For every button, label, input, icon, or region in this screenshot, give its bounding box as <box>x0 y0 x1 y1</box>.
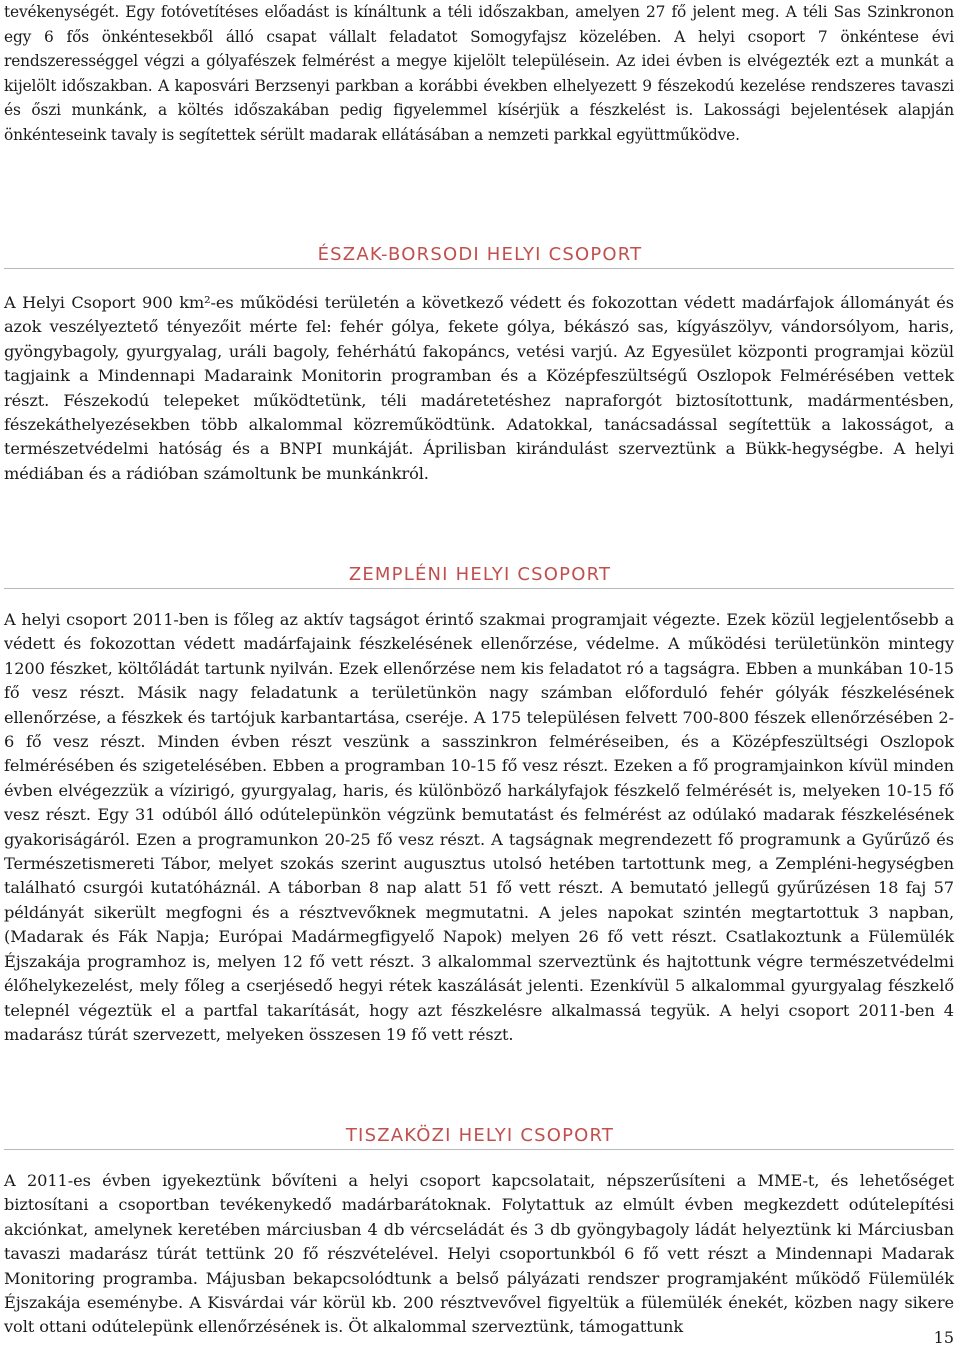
intro-paragraph: tevékenységét. Egy fotóvetítéses előadást is kínáltunk a téli időszakban, amelyen 27 fő jelent meg. A téli Sas Szinkronon egy 6 fős önkéntesekből álló csapat vállalt feladatot Somogyfajsz közelében. A helyi csoport 7 önkéntese évi rendszerességgel végzi a gólyafészek felmérést a megye kijelölt településein. Az idei évben is elvégezték ezt a munkát a kijelölt időszakban. A kaposvári Berzsenyi parkban a korábbi években elhelyezett 9 fészekodú kezelése rendszeres tavaszi és őszi munkánk, a költés időszakában pedig figyelemmel kísérjük a fészkelést is. Lakossági bejelentések alapján önkénteseink tavaly is segítettek sérült madarak ellátásában a nemzeti parkkal együttműködve. <box>4 3 954 144</box>
section-body-tiszakozi: A 2011-es évben igyekeztünk bővíteni a helyi csoport kapcsolatait, népszerűsíteni a MME-t, és lehetőséget biztosítani a csoportban tevékenykedő madárbarátoknak. Folytattuk az elmúlt évben megkezdett odútelepítési akciónkat, amelynek keretében márciusban 4 db vércseládát és 3 db gyöngybagoly ládát helyeztünk ki Márciusban tavaszi madarász túrát tettünk 20 fő részvételével. Helyi csoportunkból 6 fő vett részt a Mindennapi Madarak Monitoring programba. Májusban bekapcsolódtunk a belső pályázati rendszer programjaként működő Fülemülék Éjszakája eseménybe. A Kisvárdai vár körül kb. 200 résztvevővel figyeltük a fülemülék énekét, közben nagy sikere volt ottani odútelepünk ellenőrzésének is. Öt alkalommal szerveztünk, támogattunk <box>4 1171 954 1337</box>
section-divider <box>4 268 954 269</box>
section-body-zempleni: A helyi csoport 2011-ben is főleg az aktív tagságot érintő szakmai programjait végezte. Ezek közül legjelentősebb a védett és fokozottan védett madárfajaink fészkelésének ellenőrzése, védelme. A működési területünkön mintegy 1200 fészket, költőládát tartunk nyilván. Ezek ellenőrzése nem kis feladatot ró a tagságra. Ebben a munkában 10-15 fő vesz részt. Másik nagy feladatunk a területünkön nagy számban előforduló fehér gólyák fészkelésének ellenőrzése, a fészkek és tartójuk karbantartása, cseréje. A 175 településen felvett 700-800 fészek ellenőrzésében 2-6 fő vesz részt. Minden évben részt veszünk a sasszinkron felméréseiben, és a Középfeszültségi Oszlopok felmérésében és szigetelésében. Ebben a programban 10-15 fő vesz részt. Ezeken a fő programjainkon kívül minden évben elvégezzük a vízirigó, gyurgyalag, haris, és különböző harkályfajok fészkelő felmérését is, melyeken 10-15 fő vesz részt. Egy 31 odúból álló odútelepünkön végzünk bemutatást és felmérést az odúlakó madarak fészkelésének gyakoriságáról. Ezen a programunkon 20-25 fő vesz részt. A tagságnak megrendezett fő programunk a Gyűrűző és Természetismereti Tábor, melyet szokás szerint augusztus utolsó hetében tartottunk meg, a Zempléni-hegységben található csurgói kutatóháznál. A táborban 8 nap alatt 51 fő vett részt. A bemutató jellegű gyűrűzésen 18 faj 57 példányát sikerült megfogni és a résztvevőknek megmutatni. A jeles napokat szintén megtartottuk 3 napban, (Madarak és Fák Napja; Európai Madármegfigyelő Napok) melyen 26 fő vett részt. Csatlakoztunk a Fülemülék Éjszakája programhoz is, melyen 12 fő vett részt. 3 alkalommal szerveztünk és hajtottunk végre természetvédelmi élőhelykezelést, mely főleg a cserjésedő hegyi rétek kaszálását jelenti. Ezenkívül 5 alkalommal gyurgyalag fészkelő telepnél végeztük el a partfal takarítását, hogy azt fészkelésre alkalmassá tegyük. A helyi csoport 2011-ben 4 madarász túrát szervezett, melyeken összesen 19 fő vett részt. <box>4 610 954 1044</box>
section-divider <box>4 588 954 589</box>
page-number: 15 <box>933 1328 954 1347</box>
section-heading-tiszakozi: TISZAKÖZI HELYI CSOPORT <box>345 1125 615 1146</box>
section-heading-eszak-borsod: ÉSZAK-BORSODI HELYI CSOPORT <box>317 244 643 265</box>
section-body-eszak-borsod: A Helyi Csoport 900 km²-es működési területén a következő védett és fokozottan védett madárfajok állományát és azok veszélyeztető tényezőit mérte fel: fehér gólya, fekete gólya, békászó sas, kígyászölyv, vándorsólyom, haris, gyöngybagoly, gyurgyalag, uráli bagoly, fehérhátú fakopáncs, vetési varjú. Az Egyesület központi programjai közül tagjaink a Mindennapi Madaraink Monitorin programban és a Középfeszültségű Oszlopok Felmérésében vettek részt. Fészekodú telepeket működtetünk, téli madáretetéshez napraforgót biztosítottunk, madármentésben, fészekáthelyezésekben több alkalommal közreműködtünk. Adatokkal, tanácsadással segítettük a lakosságot, a természetvédelmi hatóság és a BNPI munkáját. Áprilisban kirándulást szerveztünk a Bükk-hegységbe. A helyi médiában és a rádióban számoltunk be munkánkról. <box>4 293 954 483</box>
section-heading-zempleni: ZEMPLÉNI HELYI CSOPORT <box>348 564 612 585</box>
section-divider <box>4 1149 954 1150</box>
